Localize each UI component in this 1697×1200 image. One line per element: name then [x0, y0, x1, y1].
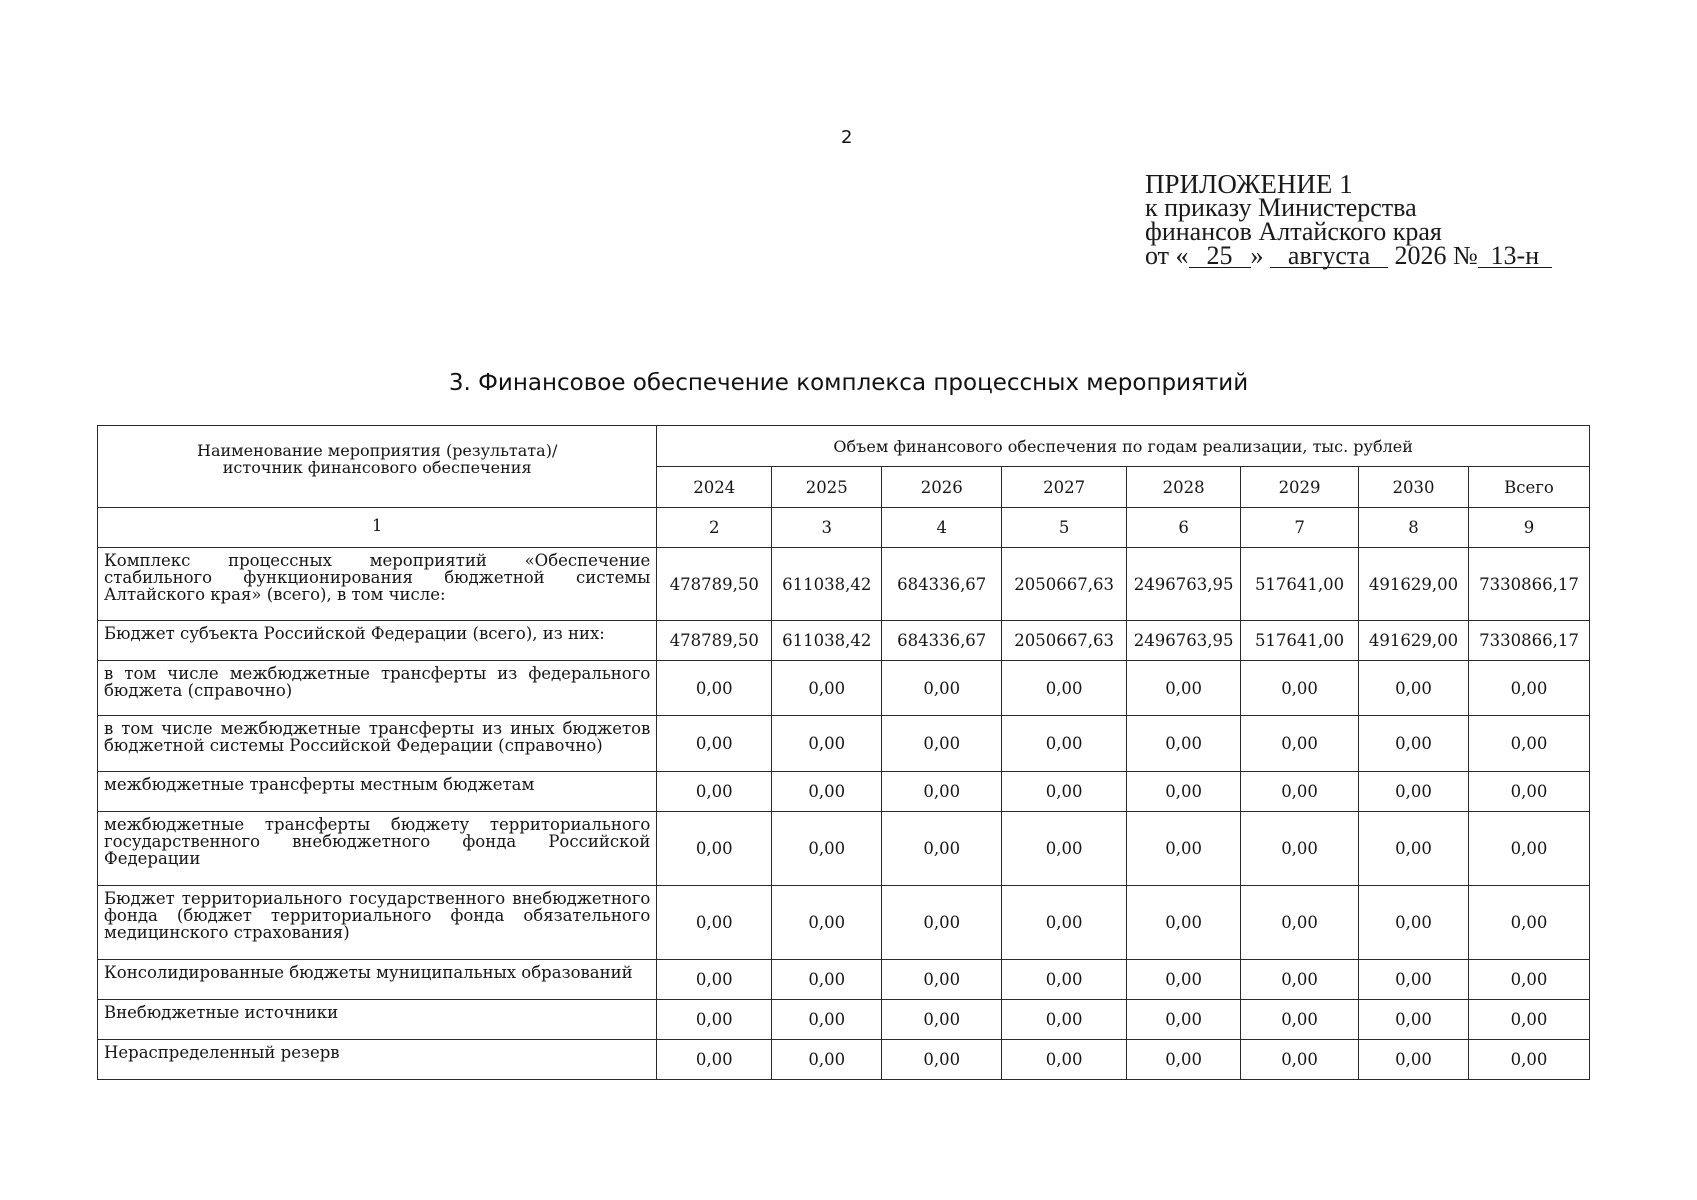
year-header-cell: 2025	[772, 467, 882, 508]
value-cell: 0,00	[657, 960, 772, 1000]
value-cell: 0,00	[772, 661, 882, 716]
value-cell: 0,00	[657, 1040, 772, 1080]
value-cell: 684336,67	[882, 548, 1002, 621]
column-number-cell: 3	[772, 508, 882, 548]
value-cell: 0,00	[1468, 1040, 1589, 1080]
value-cell: 0,00	[1241, 716, 1359, 772]
value-cell: 0,00	[1002, 1000, 1127, 1040]
value-cell: 0,00	[1127, 1040, 1241, 1080]
value-cell: 2050667,63	[1002, 621, 1127, 661]
value-cell: 0,00	[657, 812, 772, 886]
year-header-cell: 2029	[1241, 467, 1359, 508]
value-cell: 0,00	[1468, 812, 1589, 886]
column-number-cell: 5	[1002, 508, 1127, 548]
table-row	[98, 1000, 1590, 1040]
value-cell: 2496763,95	[1127, 621, 1241, 661]
column-number-row	[98, 508, 1590, 548]
value-cell: 0,00	[882, 886, 1002, 960]
value-cell: 0,00	[1359, 886, 1469, 960]
appendix-title: ПРИЛОЖЕНИЕ 1	[1145, 169, 1353, 199]
date-month: августа	[1270, 245, 1388, 268]
value-cell: 478789,50	[657, 548, 772, 621]
row-name-cell: межбюджетные трансферты бюджету территориального государственного внебюджетного фонда Российской Федерации	[98, 812, 657, 886]
row-name-cell: Внебюджетные источники	[98, 1000, 657, 1040]
table-row	[98, 812, 1590, 886]
name-header-line-2: источник финансового обеспечения	[222, 458, 532, 477]
value-cell: 611038,42	[772, 548, 882, 621]
value-cell: 7330866,17	[1468, 621, 1589, 661]
date-mid: »	[1250, 241, 1264, 270]
value-cell: 0,00	[1241, 886, 1359, 960]
value-cell: 0,00	[1468, 960, 1589, 1000]
value-cell: 0,00	[882, 812, 1002, 886]
value-cell: 0,00	[772, 716, 882, 772]
value-cell: 0,00	[657, 886, 772, 960]
appendix-date-line	[1145, 241, 1552, 270]
value-cell: 0,00	[1241, 661, 1359, 716]
column-number-cell: 1	[98, 508, 657, 548]
column-number-cell: 9	[1468, 508, 1589, 548]
table-row	[98, 960, 1590, 1000]
table-row	[98, 886, 1590, 960]
row-name-cell: Консолидированные бюджеты муниципальных образований	[98, 960, 657, 1000]
value-cell: 0,00	[1359, 772, 1469, 812]
column-number-cell: 2	[657, 508, 772, 548]
value-cell: 478789,50	[657, 621, 772, 661]
value-cell: 0,00	[882, 1000, 1002, 1040]
value-cell: 0,00	[1468, 772, 1589, 812]
value-cell: 0,00	[772, 960, 882, 1000]
year-header-cell: 2030	[1359, 467, 1469, 508]
value-cell: 0,00	[882, 960, 1002, 1000]
value-cell: 0,00	[882, 772, 1002, 812]
value-cell: 517641,00	[1241, 548, 1359, 621]
value-cell: 0,00	[1468, 886, 1589, 960]
value-cell: 0,00	[1241, 812, 1359, 886]
year-header-cell: 2026	[882, 467, 1002, 508]
value-cell: 0,00	[882, 1040, 1002, 1080]
value-cell: 0,00	[1002, 716, 1127, 772]
column-number-cell: 6	[1127, 508, 1241, 548]
value-cell: 491629,00	[1359, 548, 1469, 621]
value-cell: 611038,42	[772, 621, 882, 661]
value-cell: 0,00	[772, 886, 882, 960]
name-column-header	[98, 426, 657, 508]
value-cell: 0,00	[882, 661, 1002, 716]
value-cell: 0,00	[1359, 812, 1469, 886]
table-row	[98, 548, 1590, 621]
year-header-cell: 2028	[1127, 467, 1241, 508]
year-header-cell: Всего	[1468, 467, 1589, 508]
row-name-cell: в том числе межбюджетные трансферты из федерального бюджета (справочно)	[98, 661, 657, 716]
table-row	[98, 772, 1590, 812]
column-number-cell: 7	[1241, 508, 1359, 548]
value-cell: 0,00	[1241, 1000, 1359, 1040]
table-row	[98, 661, 1590, 716]
table-row	[98, 621, 1590, 661]
appendix-block	[1145, 169, 1552, 270]
value-cell: 0,00	[1002, 661, 1127, 716]
value-cell: 0,00	[1127, 661, 1241, 716]
date-year: 2026 №	[1394, 241, 1478, 270]
value-cell: 0,00	[1468, 1000, 1589, 1040]
value-cell: 0,00	[1359, 661, 1469, 716]
name-header-line-1: Наименование мероприятия (результата)/	[197, 441, 558, 460]
row-name-cell: Бюджет субъекта Российской Федерации (всего), из них:	[98, 621, 657, 661]
row-name-cell: Нераспределенный резерв	[98, 1040, 657, 1080]
financing-table	[97, 425, 1590, 1080]
value-cell: 0,00	[772, 1000, 882, 1040]
section-title: 3. Финансовое обеспечение комплекса процессных мероприятий	[448, 370, 1249, 396]
value-cell: 0,00	[657, 1000, 772, 1040]
value-cell: 0,00	[657, 772, 772, 812]
table-body	[98, 548, 1590, 1080]
value-cell: 7330866,17	[1468, 548, 1589, 621]
value-cell: 0,00	[1468, 716, 1589, 772]
value-cell: 0,00	[1002, 772, 1127, 812]
value-cell: 0,00	[1002, 1040, 1127, 1080]
row-name-cell: Комплекс процессных мероприятий «Обеспечение стабильного функционирования бюджетной системы Алтайского края» (всего), в том числе:	[98, 548, 657, 621]
value-cell: 0,00	[1002, 886, 1127, 960]
table-row	[98, 716, 1590, 772]
row-name-cell: межбюджетные трансферты местным бюджетам	[98, 772, 657, 812]
year-header-cell: 2027	[1002, 467, 1127, 508]
value-cell: 0,00	[1002, 960, 1127, 1000]
value-cell: 0,00	[772, 1040, 882, 1080]
volume-group-header: Объем финансового обеспечения по годам реализации, тыс. рублей	[657, 426, 1590, 467]
value-cell: 0,00	[1359, 960, 1469, 1000]
value-cell: 2496763,95	[1127, 548, 1241, 621]
appendix-line-1: к приказу Министерства	[1145, 193, 1417, 222]
page-number: 2	[841, 127, 853, 148]
value-cell: 0,00	[1359, 1000, 1469, 1040]
value-cell: 517641,00	[1241, 621, 1359, 661]
date-prefix: от «	[1145, 241, 1189, 270]
value-cell: 0,00	[1127, 716, 1241, 772]
date-day: 25	[1189, 245, 1251, 268]
value-cell: 2050667,63	[1002, 548, 1127, 621]
row-name-cell: Бюджет территориального государственного внебюджетного фонда (бюджет территориального фонда обязательного медицинского страхования)	[98, 886, 657, 960]
value-cell: 0,00	[772, 772, 882, 812]
value-cell: 0,00	[772, 812, 882, 886]
row-name-cell: в том числе межбюджетные трансферты из иных бюджетов бюджетной системы Российской Федерации (справочно)	[98, 716, 657, 772]
value-cell: 0,00	[1359, 1040, 1469, 1080]
value-cell: 0,00	[657, 661, 772, 716]
order-number: 13-н	[1478, 245, 1552, 268]
value-cell: 0,00	[1359, 716, 1469, 772]
appendix-line-2: финансов Алтайского края	[1145, 217, 1442, 246]
value-cell: 0,00	[1468, 661, 1589, 716]
value-cell: 0,00	[1002, 812, 1127, 886]
value-cell: 0,00	[1127, 812, 1241, 886]
column-number-cell: 4	[882, 508, 1002, 548]
column-number-cell: 8	[1359, 508, 1469, 548]
value-cell: 0,00	[1127, 960, 1241, 1000]
table-row	[98, 1040, 1590, 1080]
value-cell: 684336,67	[882, 621, 1002, 661]
value-cell: 0,00	[882, 716, 1002, 772]
value-cell: 0,00	[657, 716, 772, 772]
value-cell: 0,00	[1127, 1000, 1241, 1040]
value-cell: 0,00	[1241, 1040, 1359, 1080]
year-header-cell: 2024	[657, 467, 772, 508]
value-cell: 0,00	[1127, 886, 1241, 960]
value-cell: 491629,00	[1359, 621, 1469, 661]
value-cell: 0,00	[1241, 772, 1359, 812]
value-cell: 0,00	[1241, 960, 1359, 1000]
value-cell: 0,00	[1127, 772, 1241, 812]
